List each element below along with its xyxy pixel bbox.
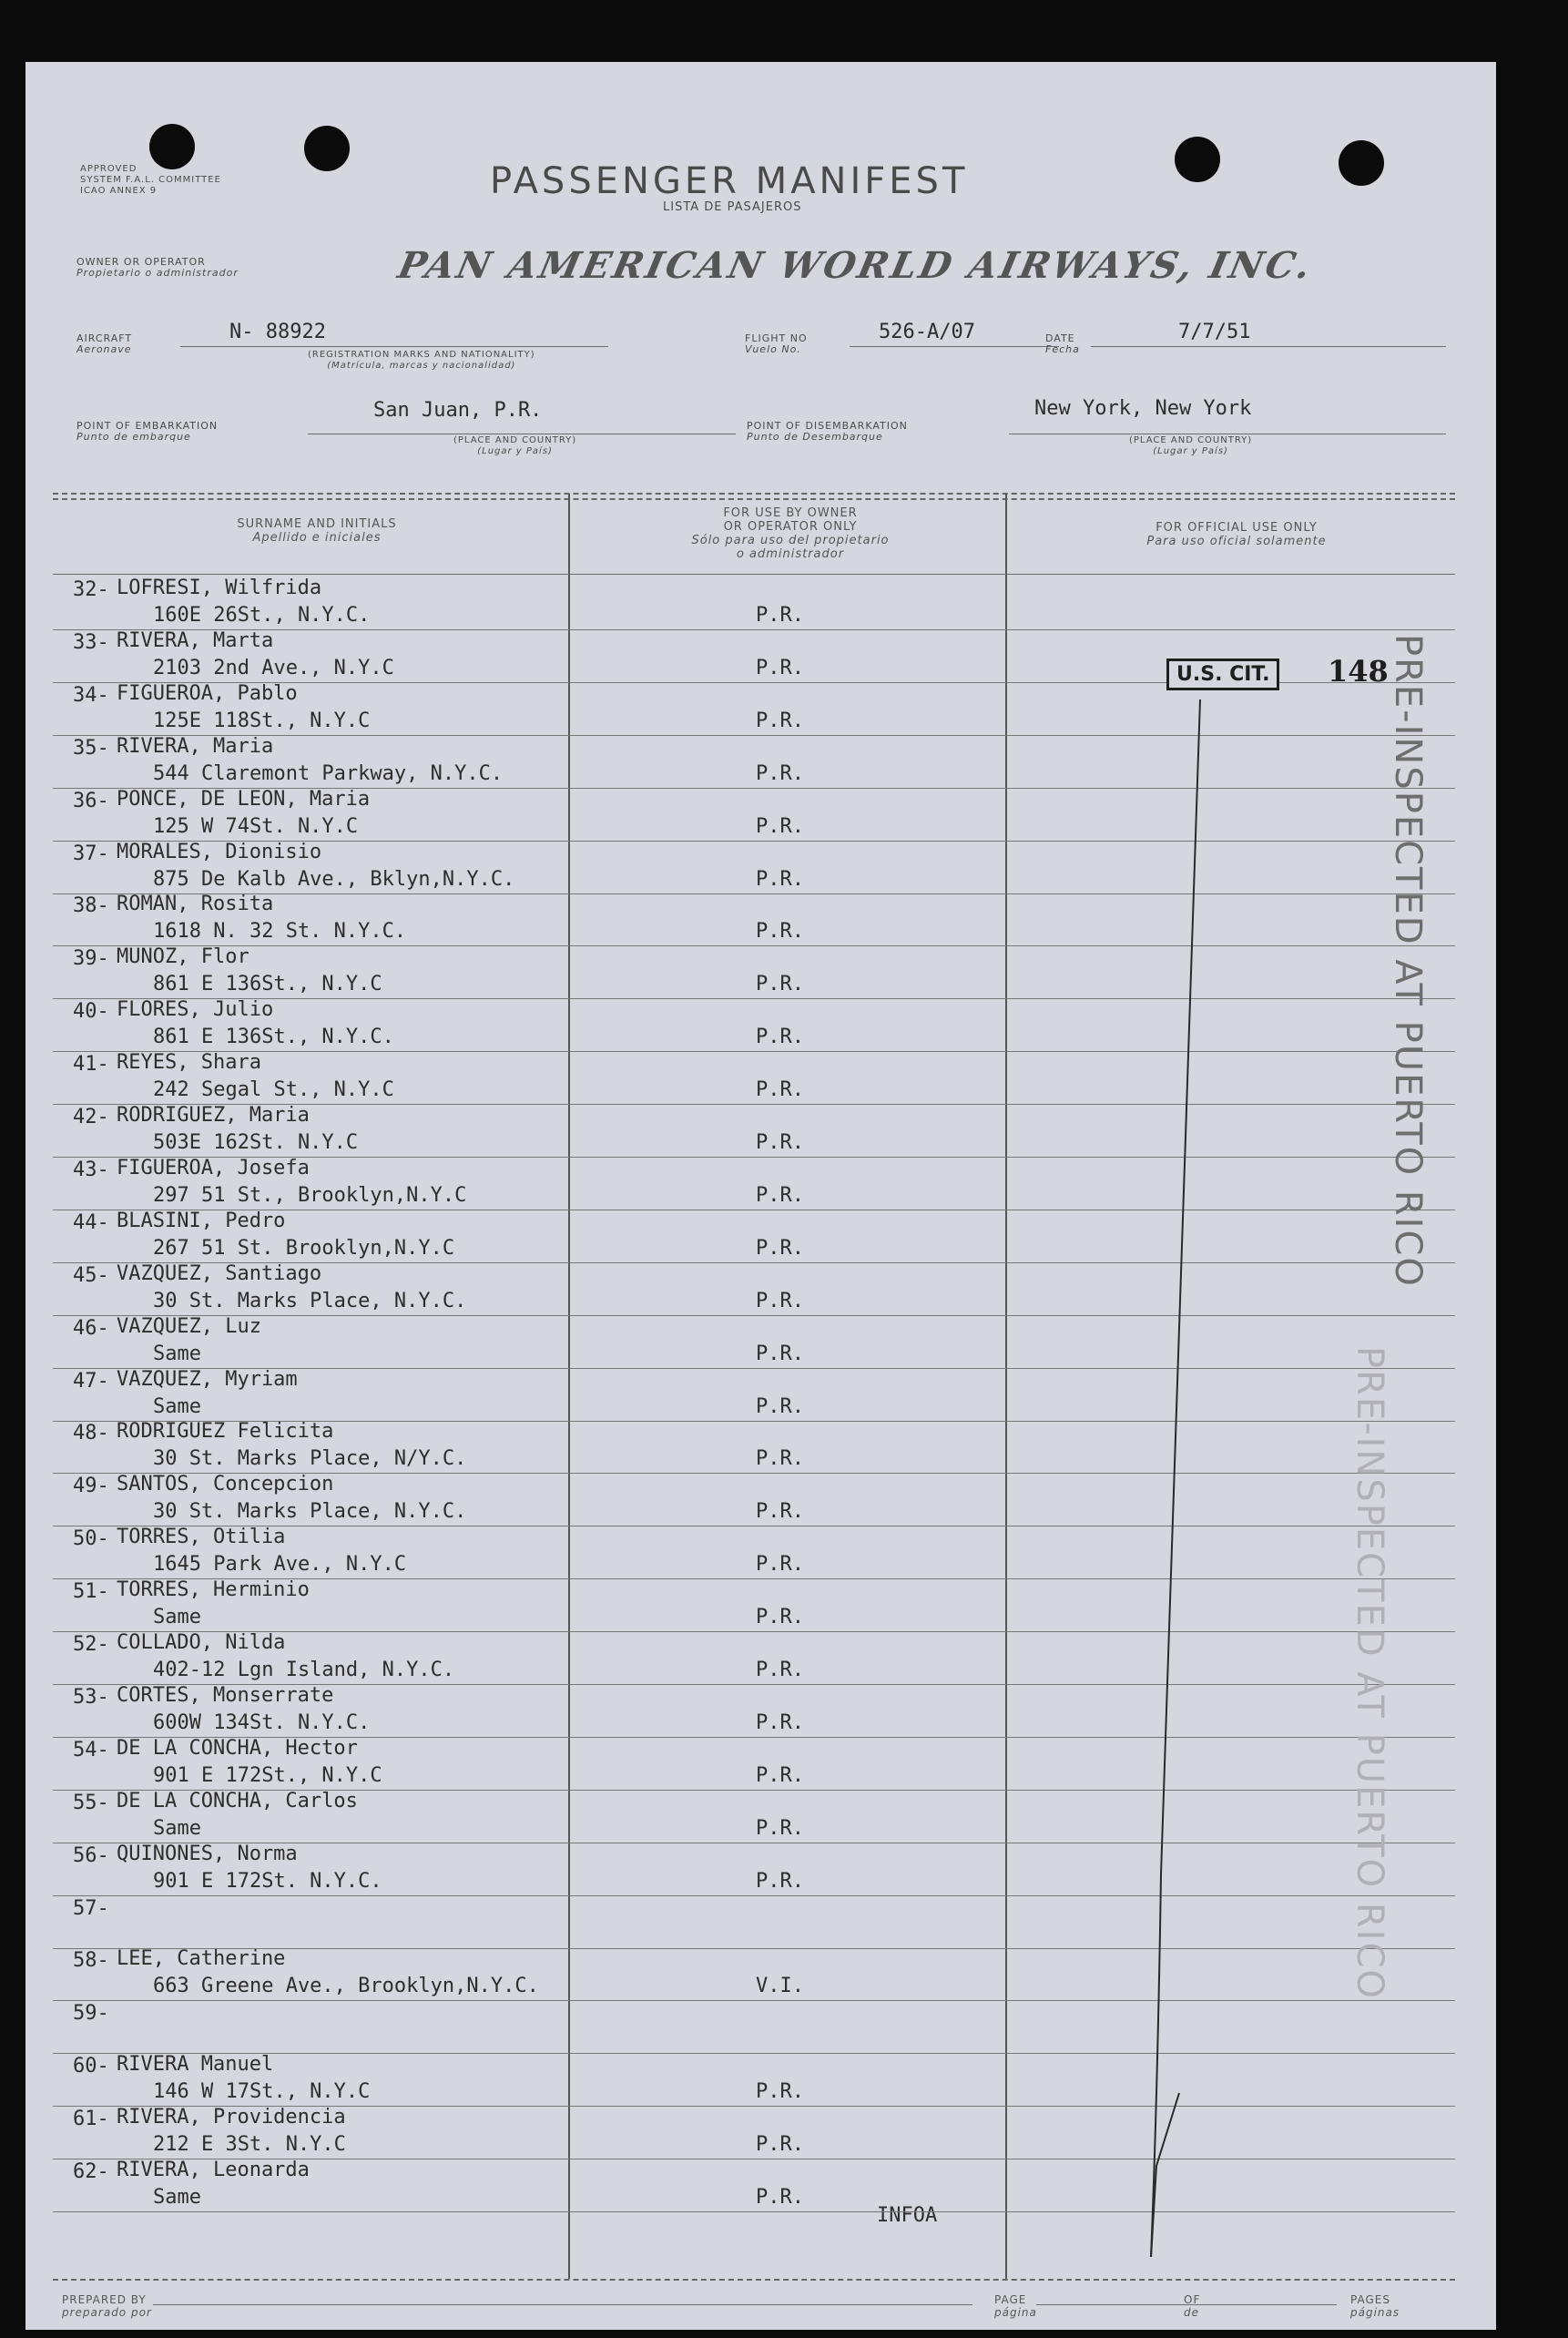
origin-code: P.R. [756, 709, 804, 732]
passenger-address: 2103 2nd Ave., N.Y.C [153, 656, 394, 679]
table-top-rule [53, 498, 1455, 500]
table-row [53, 1315, 1455, 1368]
prepared-by-es: preparado por [62, 2306, 152, 2319]
row-number: 61- [73, 2108, 109, 2131]
table-row [53, 945, 1455, 998]
row-number: 56- [73, 1843, 109, 1867]
table-row [53, 577, 1455, 629]
pages-label-en: PAGES [1350, 2293, 1390, 2306]
disembark-value: New York, New York [1034, 397, 1252, 420]
owner-label-en: OWNER OR OPERATOR [76, 256, 206, 268]
origin-code: P.R. [756, 1236, 804, 1260]
passenger-address: 30 St. Marks Place, N.Y.C. [153, 1500, 467, 1524]
table-row [53, 1843, 1455, 1895]
passenger-name: TORRES, Herminio [117, 1578, 310, 1602]
passenger-name: DE LA CONCHA, Carlos [117, 1789, 358, 1812]
row-number: 42- [73, 1106, 109, 1128]
row-number: 60- [73, 2055, 109, 2078]
passenger-address: Same [153, 1816, 201, 1840]
origin-code: P.R. [756, 1659, 804, 1681]
table-row [53, 1684, 1455, 1737]
row-number: 62- [73, 2160, 109, 2183]
row-number: 39- [73, 947, 109, 971]
row-number: 32- [73, 578, 109, 601]
aircraft-label-es: Aeronave [76, 343, 132, 355]
disembark-label-en: POINT OF DISEMBARKATION [747, 420, 908, 432]
approval-line: APPROVED [80, 164, 137, 174]
approval-note [80, 164, 221, 197]
passenger-address: Same [153, 1606, 201, 1629]
passenger-name: RIVERA, Marta [117, 628, 274, 652]
passenger-name: LEE, Catherine [117, 1947, 286, 1971]
page-label-es: página [994, 2306, 1037, 2319]
pages-label-es: páginas [1350, 2306, 1400, 2319]
origin-code: P.R. [756, 1447, 804, 1471]
passenger-address: 212 E 3St. N.Y.C [153, 2133, 346, 2157]
row-number: 46- [73, 1316, 109, 1340]
passenger-name: DE LA CONCHA, Hector [117, 1736, 358, 1760]
row-number: 47- [73, 1369, 109, 1393]
embark-label-es: Punto de embarque [76, 431, 191, 443]
passenger-name: RIVERA Manuel [117, 2053, 274, 2077]
passenger-address: 125E 118St., N.Y.C [153, 709, 371, 732]
page-label-en: PAGE [994, 2293, 1027, 2306]
approval-line: SYSTEM F.A.L. COMMITTEE [80, 175, 221, 185]
table-row [53, 1051, 1455, 1104]
row-number: 57- [73, 1896, 109, 1920]
row-number: 43- [73, 1158, 109, 1181]
passenger-name: RIVERA, Leonarda [117, 2159, 310, 2181]
table-row [53, 1420, 1455, 1473]
us-citizen-stamp: U.S. CIT. [1166, 659, 1279, 690]
table-row [53, 1368, 1455, 1421]
row-number: 59- [73, 2002, 109, 2026]
origin-code: P.R. [756, 1026, 804, 1049]
row-number: 48- [73, 1422, 109, 1445]
origin-code: P.R. [756, 1763, 804, 1787]
row-number: 34- [73, 683, 109, 707]
aircraft-label-en: AIRCRAFT [76, 332, 133, 344]
table-row [53, 1790, 1455, 1843]
registration-caption-en: (REGISTRATION MARKS AND NATIONALITY) [308, 350, 535, 360]
passenger-name: VAZQUEZ, Santiago [117, 1261, 322, 1285]
row-number: 51- [73, 1580, 109, 1604]
passenger-address: 600W 134St. N.Y.C. [153, 1710, 371, 1734]
column-header-surname [135, 517, 499, 545]
origin-code: P.R. [756, 1710, 804, 1734]
passenger-name: COLLADO, Nilda [117, 1631, 286, 1654]
punch-hole [149, 124, 195, 169]
punch-hole [1175, 137, 1220, 182]
passenger-address: 402-12 Lgn Island, N.Y.C. [153, 1659, 455, 1681]
row-rule [53, 2211, 1455, 2212]
passenger-name: LOFRESI, Wilfrida [117, 577, 322, 599]
origin-code: P.R. [756, 1553, 804, 1577]
field-underline [850, 346, 1059, 347]
table-row [53, 1262, 1455, 1315]
passenger-address: Same [153, 1342, 201, 1365]
embark-value: San Juan, P.R. [373, 399, 543, 422]
row-number: 36- [73, 789, 109, 812]
table-row [53, 1473, 1455, 1526]
origin-code: P.R. [756, 2186, 804, 2209]
column-header-owner-es: o administrador [736, 547, 845, 561]
flight-label [745, 333, 808, 355]
column-header-owner-line: FOR USE BY OWNER [723, 506, 858, 520]
origin-code: P.R. [756, 920, 804, 944]
of-label-en: OF [1184, 2293, 1201, 2306]
origin-code: P.R. [756, 656, 804, 679]
flight-value: 526-A/07 [879, 321, 975, 343]
passenger-name: RODRIGUEZ Felicita [117, 1420, 334, 1444]
column-header-official-en: FOR OFFICIAL USE ONLY [1156, 521, 1318, 535]
passenger-name: PONCE, DE LEON, Maria [117, 787, 371, 811]
table-row [53, 2053, 1455, 2106]
operator-name: PAN AMERICAN WORLD AIRWAYS, INC. [394, 244, 1318, 287]
table-row [53, 2159, 1455, 2227]
place-caption-es: (Lugar y País) [477, 446, 553, 456]
passenger-address: 160E 26St., N.Y.C. [153, 604, 371, 627]
origin-code: P.R. [756, 1500, 804, 1524]
table-row [53, 1157, 1455, 1210]
passenger-address: 875 De Kalb Ave., Bklyn,N.Y.C. [153, 867, 515, 891]
passenger-name: REYES, Shara [117, 1051, 261, 1075]
table-row [53, 1895, 1455, 1948]
column-header-owner-line: OR OPERATOR ONLY [723, 520, 858, 534]
table-row [53, 1631, 1455, 1684]
column-header-owner-es: Sólo para uso del propietario [691, 534, 890, 547]
disembark-label [747, 421, 908, 443]
column-header-official [1036, 521, 1437, 548]
passenger-name: RIVERA, Providencia [117, 2106, 346, 2129]
passenger-address: 544 Claremont Parkway, N.Y.C. [153, 761, 504, 785]
of-label-es: de [1184, 2306, 1199, 2319]
disembark-place-caption [1129, 435, 1252, 457]
passenger-name: ROMAN, Rosita [117, 893, 274, 916]
disembark-label-es: Punto de Desembarque [747, 431, 883, 443]
embark-label-en: POINT OF EMBARKATION [76, 420, 219, 432]
origin-code: P.R. [756, 1078, 804, 1102]
table-row [53, 2000, 1455, 2053]
embark-place-caption [453, 435, 576, 457]
row-number: 35- [73, 736, 109, 760]
place-caption-es: (Lugar y País) [1153, 446, 1228, 456]
punch-hole [304, 126, 350, 171]
table-row [53, 893, 1455, 945]
origin-code: P.R. [756, 1131, 804, 1154]
row-number: 33- [73, 630, 109, 654]
column-header-surname-en: SURNAME AND INITIALS [237, 517, 397, 531]
table-row [53, 998, 1455, 1051]
table-row [53, 1104, 1455, 1157]
row-number: 37- [73, 842, 109, 865]
column-header-surname-es: Apellido e iniciales [252, 531, 382, 545]
origin-code: P.R. [756, 1394, 804, 1418]
passenger-name: TORRES, Otilia [117, 1526, 286, 1549]
registration-caption-es: (Matrícula, marcas y nacionalidad) [327, 361, 516, 371]
passenger-name: RIVERA, Maria [117, 734, 274, 758]
footer-rule [53, 2279, 1455, 2281]
table-row [53, 1737, 1455, 1790]
row-note: INFOA [877, 2204, 938, 2227]
row-number: 49- [73, 1475, 109, 1498]
column-header-official-es: Para uso oficial solamente [1146, 535, 1327, 548]
passenger-name: MUNOZ, Flor [117, 945, 249, 969]
passenger-name: MORALES, Dionisio [117, 840, 322, 863]
page-label [994, 2293, 1037, 2319]
passenger-name: FLORES, Julio [117, 998, 274, 1022]
owner-label [76, 257, 239, 279]
passenger-name: BLASINI, Pedro [117, 1209, 286, 1232]
origin-code: P.R. [756, 1606, 804, 1629]
table-row [53, 1947, 1455, 2000]
origin-code: P.R. [756, 814, 804, 838]
passenger-name: FIGUEROA, Josefa [117, 1156, 310, 1179]
row-number: 54- [73, 1738, 109, 1761]
passenger-address: 861 E 136St., N.Y.C [153, 973, 382, 996]
place-caption-en: (PLACE AND COUNTRY) [453, 435, 577, 445]
row-number: 44- [73, 1210, 109, 1234]
passenger-address: 1645 Park Ave., N.Y.C [153, 1553, 407, 1577]
passenger-address: 297 51 St., Brooklyn,N.Y.C [153, 1183, 467, 1207]
origin-code: P.R. [756, 973, 804, 996]
of-label [1184, 2293, 1200, 2319]
origin-code: P.R. [756, 1289, 804, 1312]
passenger-address: 30 St. Marks Place, N/Y.C. [153, 1447, 467, 1471]
table-row [53, 841, 1455, 893]
place-caption-en: (PLACE AND COUNTRY) [1129, 435, 1253, 445]
field-underline [153, 2304, 972, 2305]
aircraft-value: N- 88922 [229, 321, 326, 343]
passenger-address: 663 Greene Ave., Brooklyn,N.Y.C. [153, 1975, 539, 1998]
citizen-count: 148 [1328, 654, 1389, 689]
pre-inspected-stamp: PRE-INSPECTED AT PUERTO RICO [1387, 634, 1429, 1288]
approval-line: ICAO ANNEX 9 [80, 186, 158, 196]
pages-label [1350, 2293, 1400, 2319]
header-bottom-rule [53, 574, 1455, 575]
origin-code: P.R. [756, 2133, 804, 2157]
column-header-owner-use [608, 506, 972, 561]
passenger-name: CORTES, Monserrate [117, 1683, 334, 1707]
passenger-address: 861 E 136St., N.Y.C. [153, 1026, 394, 1049]
passenger-address: 242 Segal St., N.Y.C [153, 1078, 394, 1102]
origin-code: P.R. [756, 761, 804, 785]
origin-code: P.R. [756, 1869, 804, 1893]
date-label-es: Fecha [1045, 343, 1080, 355]
passenger-name: VAZQUEZ, Luz [117, 1314, 261, 1338]
row-number: 45- [73, 1263, 109, 1287]
manifest-page [25, 62, 1496, 2330]
origin-code: P.R. [756, 1816, 804, 1840]
passenger-address: 1618 N. 32 St. N.Y.C. [153, 920, 407, 944]
origin-code: P.R. [756, 867, 804, 891]
table-row [53, 1210, 1455, 1262]
table-row [53, 1526, 1455, 1578]
passenger-address: Same [153, 1394, 201, 1418]
passenger-name: VAZQUEZ, Myriam [117, 1367, 298, 1391]
passenger-address: 503E 162St. N.Y.C [153, 1131, 359, 1154]
row-number: 52- [73, 1633, 109, 1656]
passenger-address: 267 51 St. Brooklyn,N.Y.C [153, 1236, 455, 1260]
page-subtitle: LISTA DE PASAJEROS [663, 200, 802, 214]
origin-code: P.R. [756, 2080, 804, 2104]
table-row [53, 735, 1455, 788]
passenger-address: 901 E 172St., N.Y.C [153, 1763, 382, 1787]
embark-label [76, 421, 218, 443]
row-number: 40- [73, 1000, 109, 1024]
tally-line [1138, 690, 1211, 2293]
passenger-name: FIGUEROA, Pablo [117, 681, 298, 705]
passenger-address: 901 E 172St. N.Y.C. [153, 1869, 382, 1893]
origin-code: P.R. [756, 1342, 804, 1365]
table-row [53, 1578, 1455, 1631]
date-value: 7/7/51 [1178, 321, 1251, 343]
passenger-address: 146 W 17St., N.Y.C [153, 2080, 371, 2104]
table-top-rule [53, 493, 1455, 495]
origin-code: P.R. [756, 1183, 804, 1207]
passenger-name: SANTOS, Concepcion [117, 1473, 334, 1496]
table-row [53, 2106, 1455, 2159]
flight-label-en: FLIGHT NO [745, 332, 808, 344]
date-label-en: DATE [1045, 332, 1075, 344]
passenger-address: 30 St. Marks Place, N.Y.C. [153, 1289, 467, 1312]
row-number: 58- [73, 1949, 109, 1973]
date-label [1045, 333, 1080, 355]
row-number: 50- [73, 1527, 109, 1551]
origin-code: P.R. [756, 604, 804, 627]
flight-label-es: Vuelo No. [745, 343, 801, 355]
page-title: PASSENGER MANIFEST [490, 160, 969, 202]
field-underline [180, 346, 608, 347]
pre-inspected-stamp-faint: PRE-INSPECTED AT PUERTO RICO [1349, 1346, 1390, 2000]
origin-code: V.I. [756, 1975, 804, 1998]
row-number: 41- [73, 1053, 109, 1077]
passenger-name: RODRIGUEZ, Maria [117, 1104, 310, 1127]
prepared-by-label [62, 2293, 152, 2319]
row-number: 53- [73, 1685, 109, 1709]
passenger-address: Same [153, 2186, 201, 2209]
owner-label-es: Propietario o administrador [76, 267, 239, 279]
row-number: 38- [73, 894, 109, 918]
table-row [53, 788, 1455, 841]
aircraft-label [76, 333, 132, 355]
passenger-name: QUINONES, Norma [117, 1842, 298, 1865]
field-underline [1091, 346, 1446, 347]
prepared-by-en: PREPARED BY [62, 2293, 147, 2306]
registration-caption [308, 350, 535, 372]
field-underline [1036, 2304, 1337, 2305]
row-number: 55- [73, 1791, 109, 1814]
passenger-address: 125 W 74St. N.Y.C [153, 814, 359, 838]
punch-hole [1339, 140, 1384, 186]
